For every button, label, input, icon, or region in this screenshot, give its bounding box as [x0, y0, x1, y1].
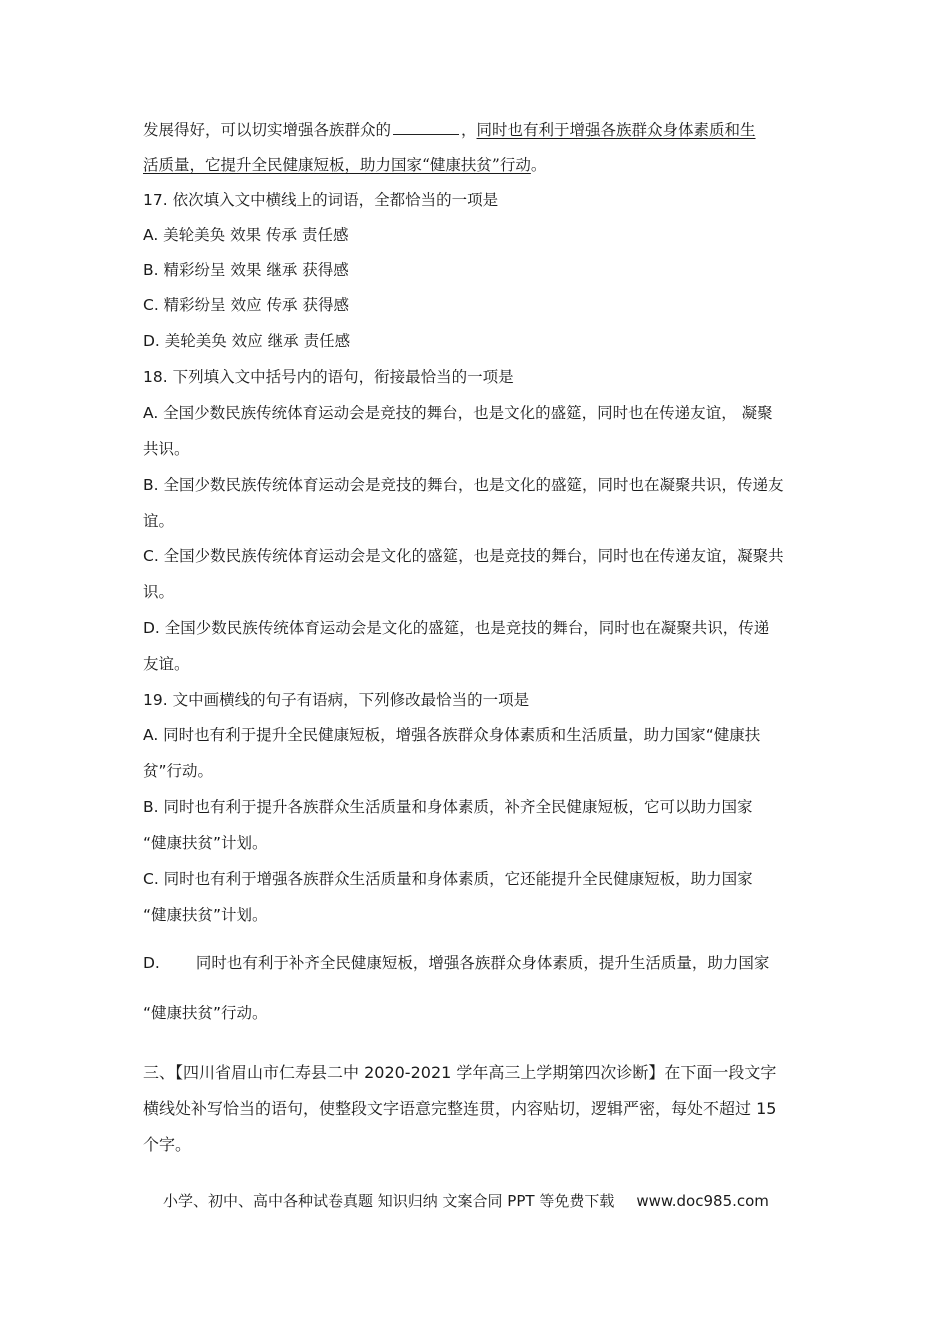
question-17-option-d: D. 美轮美奂 效应 继承 责任感 [143, 332, 351, 350]
question-19-option-b-cont: “健康扶贫”计划。 [143, 834, 268, 852]
footer-link[interactable]: www.doc985.com [636, 1192, 769, 1210]
question-18-option-b-cont: 谊。 [143, 512, 175, 530]
page-footer [163, 1190, 769, 1211]
option-d-label: D. [143, 954, 160, 972]
footer-text: 小学、初中、高中各种试卷真题 知识归纳 文案合同 PPT 等免费下载 [163, 1192, 615, 1210]
question-19-option-a: A. 同时也有利于提升全民健康短板，增强各族群众身体素质和生活质量，助力国家“健康扶 [143, 726, 761, 744]
section-3-line-1: 三、【四川省眉山市仁寿县二中 2020-2021 学年高三上学期第四次诊断】在下面一段文字 [143, 1063, 777, 1082]
question-17-option-b: B. 精彩纷呈 效果 继承 获得感 [143, 261, 349, 279]
underlined-sentence: 同时也有利于增强各族群众身体素质和生 [476, 121, 756, 139]
section-3-line-3: 个字。 [143, 1135, 192, 1154]
section-3-line-2: 横线处补写恰当的语句，使整段文字语意完整连贯，内容贴切，逻辑严密，每处不超过 15 [143, 1099, 777, 1118]
fill-blank [393, 120, 459, 135]
underlined-sentence: 活质量，它提升全民健康短板，助力国家“健康扶贫”行动 [143, 156, 531, 174]
question-19-stem: 19. 文中画横线的句子有语病，下列修改最恰当的一项是 [143, 691, 530, 709]
question-18-stem: 18. 下列填入文中括号内的语句，衔接最恰当的一项是 [143, 368, 514, 386]
passage-comma: ， [461, 121, 477, 139]
question-18-option-a-cont: 共识。 [143, 440, 190, 458]
question-19-option-c: C. 同时也有利于增强各族群众生活质量和身体素质，它还能提升全民健康短板，助力国家 [143, 870, 753, 888]
question-19-option-a-cont: 贫”行动。 [143, 762, 214, 780]
question-18-option-d-cont: 友谊。 [143, 655, 190, 673]
question-19-option-d-cont: “健康扶贫”行动。 [143, 1004, 268, 1022]
question-18-option-c: C. 全国少数民族传统体育运动会是文化的盛筵，也是竞技的舞台，同时也在传递友谊，凝聚共 [143, 547, 784, 565]
question-17-option-a: A. 美轮美奂 效果 传承 责任感 [143, 226, 349, 244]
passage-line-2 [143, 154, 546, 176]
question-17-option-c: C. 精彩纷呈 效应 传承 获得感 [143, 296, 349, 314]
passage-text: 发展得好，可以切实增强各族群众的 [143, 121, 392, 139]
question-17-stem: 17. 依次填入文中横线上的词语，全都恰当的一项是 [143, 191, 499, 209]
question-19-option-b: B. 同时也有利于提升各族群众生活质量和身体素质，补齐全民健康短板，它可以助力国家 [143, 798, 753, 816]
passage-line-1 [143, 119, 756, 141]
question-19-option-c-cont: “健康扶贫”计划。 [143, 906, 268, 924]
question-18-option-c-cont: 识。 [143, 583, 175, 601]
passage-end: 。 [530, 156, 547, 174]
question-18-option-d: D. 全国少数民族传统体育运动会是文化的盛筵，也是竞技的舞台，同时也在凝聚共识，传递 [143, 619, 770, 637]
question-18-option-a: A. 全国少数民族传统体育运动会是竞技的舞台，也是文化的盛筵，同时也在传递友谊， 凝聚 [143, 404, 773, 422]
question-18-option-b: B. 全国少数民族传统体育运动会是竞技的舞台，也是文化的盛筵，同时也在凝聚共识，传递友 [143, 476, 784, 494]
question-19-option-d [143, 952, 769, 974]
option-d-text: 同时也有利于补齐全民健康短板，增强各族群众身体素质，提升生活质量，助力国家 [195, 954, 770, 972]
